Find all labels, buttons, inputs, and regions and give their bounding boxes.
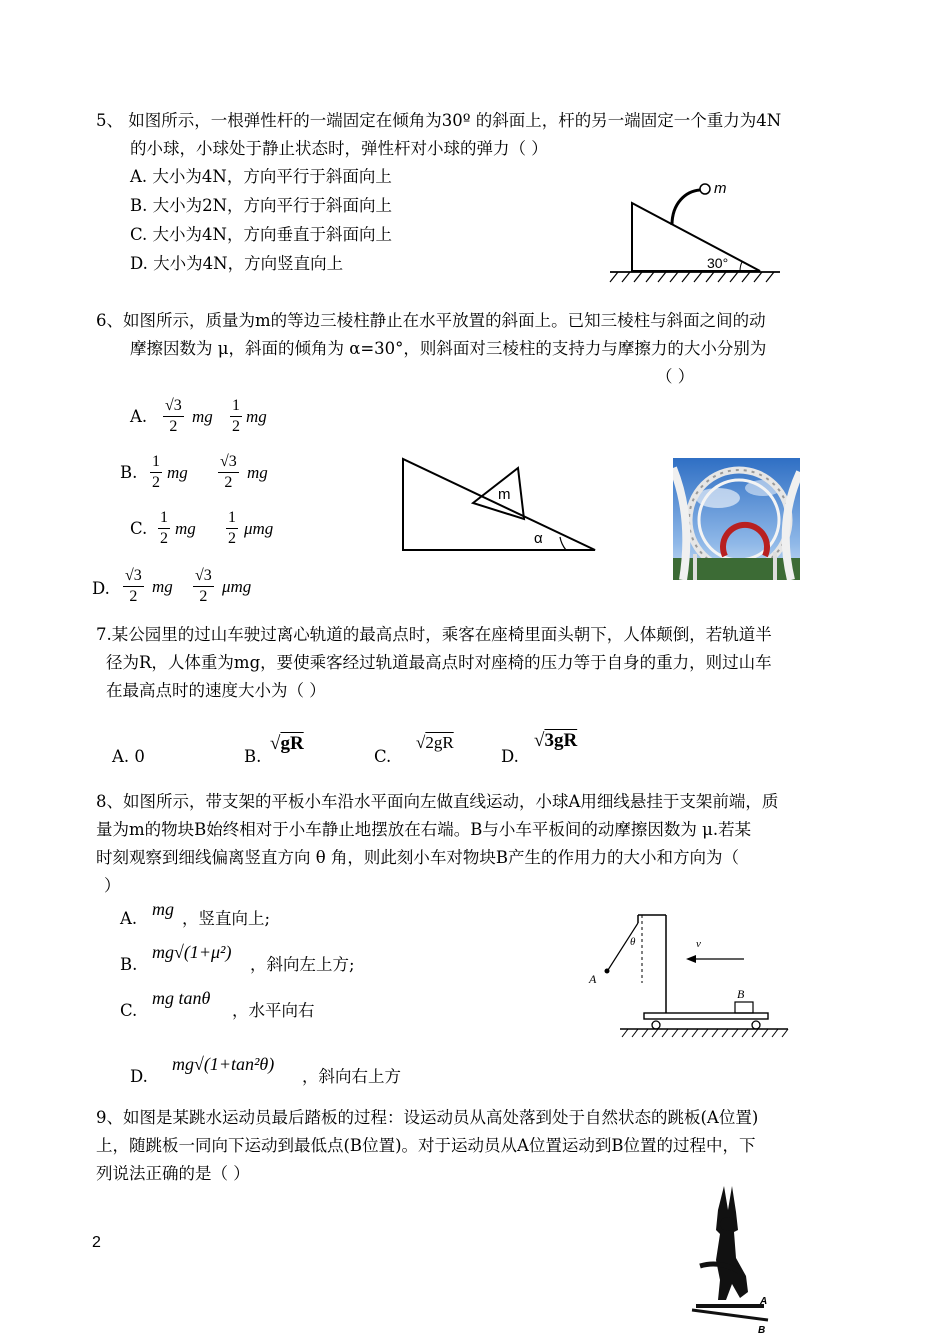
q6-a-frac2: [230, 396, 242, 437]
q7-option-b-value: √gR: [270, 733, 304, 754]
q8-stem-line2: 量为m的物块B始终相对于小车静止地摆放在右端。B与小车平板间的动摩擦因数为 μ.若某: [96, 820, 752, 839]
roller-coaster-photo: [673, 458, 800, 580]
q6-a-term1: mg: [192, 407, 213, 426]
q6-c-frac1-den: 2: [160, 530, 168, 547]
q6-b-frac2-den: 2: [224, 474, 233, 491]
q6-c-frac1-num: 1: [158, 508, 170, 529]
q8-option-a-math: mg: [152, 899, 174, 919]
q6-c-term1: mg: [175, 519, 196, 538]
q5-fig-angle-label: 30°: [707, 255, 729, 271]
q6-c-term2: μmg: [244, 519, 274, 538]
q6-d-frac2: [193, 566, 214, 607]
q8-option-c-math: mg tanθ: [152, 988, 211, 1008]
q9-stem-line2: 上，随跳板一同向下运动到最低点(B位置)。对于运动员从A位置运动到B位置的过程中，下: [96, 1136, 756, 1155]
q6-option-b-label: B.: [120, 463, 138, 482]
q7-option-b-radicand: gR: [280, 733, 304, 754]
q6-b-frac2: [218, 452, 239, 493]
q7-stem-line3: 在最高点时的速度大小为（ ）: [106, 681, 326, 700]
q6-d-term1: mg: [152, 577, 173, 596]
q8-option-a-label: A.: [120, 909, 138, 928]
q9-fig-position-a: A: [760, 1296, 768, 1307]
q7-option-c-radicand: 2gR: [425, 733, 454, 752]
q7-stem-line1: 7.某公园里的过山车驶过离心轨道的最高点时，乘客在座椅里面头朝下，人体颠倒，若轨道半: [96, 625, 772, 644]
q8-option-b-text: ，斜向左上方;: [250, 955, 355, 974]
q5-option-a: A. 大小为4N，方向平行于斜面向上: [130, 167, 392, 186]
q8-option-b-label: B.: [120, 955, 138, 974]
q8-fig-block-label: B: [737, 987, 745, 1001]
q5-option-c: C. 大小为4N，方向垂直于斜面向上: [130, 225, 392, 244]
q6-stem-line2: 摩擦因数为 μ，斜面的倾角为 α=30°，则斜面对三棱柱的支持力与摩擦力的大小分别为: [130, 339, 767, 358]
q6-a-frac1-den: 2: [169, 418, 178, 435]
page-number: 2: [92, 1234, 101, 1251]
q8-cart-figure: [580, 905, 790, 1040]
q6-fig-alpha-label: α: [534, 530, 543, 547]
q6-a-frac2-num: 1: [230, 396, 242, 417]
q6-b-frac1-den: 2: [152, 474, 160, 491]
q9-fig-position-b: B: [758, 1325, 766, 1336]
q5-option-b: B. 大小为2N，方向平行于斜面向上: [130, 196, 393, 215]
q8-option-d-math: mg√(1+tan²θ): [172, 1054, 275, 1074]
q6-option-c-label: C.: [130, 519, 148, 538]
q8-fig-theta-label: θ: [630, 936, 636, 948]
q7-option-c-value: √2gR: [416, 733, 454, 752]
q5-stem-line1: 5、 如图所示，一根弹性杆的一端固定在倾角为30º 的斜面上，杆的另一端固定一个重力为4N: [96, 111, 782, 130]
q8-option-d-label: D.: [130, 1067, 148, 1086]
q8-option-a-text: ，竖直向上;: [182, 909, 271, 928]
q5-option-d: D. 大小为4N，方向竖直向上: [130, 254, 344, 273]
q6-b-term2: mg: [247, 463, 268, 482]
q8-fig-ball-label: A: [589, 972, 597, 986]
q9-diver-figure: [680, 1180, 790, 1340]
q6-a-frac1-num: √3: [163, 396, 184, 417]
q7-option-d-label: D.: [501, 747, 519, 766]
q8-stem-line4: ）: [104, 876, 121, 895]
q7-option-a: A. 0: [112, 747, 145, 766]
q9-stem-line3: 列说法正确的是（ ）: [96, 1164, 250, 1183]
q6-prism-figure: [398, 455, 603, 555]
q7-option-d-value: √3gR: [534, 730, 578, 751]
q6-stem-line1: 6、如图所示，质量为m的等边三棱柱静止在水平放置的斜面上。已知三棱柱与斜面之间的动: [96, 311, 766, 330]
q8-stem-line3: 时刻观察到细线偏离竖直方向 θ 角，则此刻小车对物块B产生的作用力的大小和方向为（: [96, 848, 740, 867]
q8-option-c-label: C.: [120, 1001, 138, 1020]
q8-fig-velocity-label: v: [696, 938, 701, 950]
q6-d-frac1-num: √3: [123, 566, 144, 587]
q6-option-a-label: A.: [130, 407, 148, 426]
q6-a-frac1: [163, 396, 184, 437]
q6-d-frac1-den: 2: [129, 588, 138, 605]
q6-d-frac2-den: 2: [199, 588, 208, 605]
q6-a-frac2-den: 2: [232, 418, 240, 435]
q6-b-frac2-num: √3: [218, 452, 239, 473]
q6-a-term2: mg: [246, 407, 267, 426]
q7-option-b-label: B.: [244, 747, 262, 766]
q5-fig-mass-label: m: [714, 180, 727, 197]
q6-b-frac1-num: 1: [150, 452, 162, 473]
q5-stem-line2: 的小球，小球处于静止状态时，弹性杆对小球的弹力（ ）: [130, 139, 548, 158]
q6-fig-mass-label: m: [498, 486, 511, 503]
q7-option-d-radicand: 3gR: [544, 730, 578, 751]
q6-d-term2: μmg: [222, 577, 252, 596]
q8-option-d-text: ，斜向右上方: [302, 1067, 401, 1086]
q6-option-d-label: D.: [92, 579, 110, 598]
q7-stem-line2: 径为R，人体重为mg，要使乘客经过轨道最高点时对座椅的压力等于自身的重力，则过山车: [106, 653, 772, 672]
q8-option-b-math: mg√(1+μ²): [152, 942, 232, 962]
q6-c-frac2-num: 1: [226, 508, 238, 529]
q7-option-c-label: C.: [374, 747, 392, 766]
q6-c-frac1: [158, 508, 170, 549]
q6-b-term1: mg: [167, 463, 188, 482]
q8-option-c-text: ，水平向右: [232, 1001, 315, 1020]
q8-stem-line1: 8、如图所示，带支架的平板小车沿水平面向左做直线运动，小球A用细线悬挂于支架前端，质: [96, 792, 779, 811]
q6-c-frac2-den: 2: [228, 530, 236, 547]
q6-d-frac1: [123, 566, 144, 607]
q6-c-frac2: [226, 508, 238, 549]
q6-stem-line3: （ ）: [656, 367, 695, 386]
q6-d-frac2-num: √3: [193, 566, 214, 587]
q5-incline-figure: [600, 175, 790, 295]
q9-stem-line1: 9、如图是某跳水运动员最后踏板的过程：设运动员从高处落到处于自然状态的跳板(A位置): [96, 1108, 759, 1127]
q6-b-frac1: [150, 452, 162, 493]
